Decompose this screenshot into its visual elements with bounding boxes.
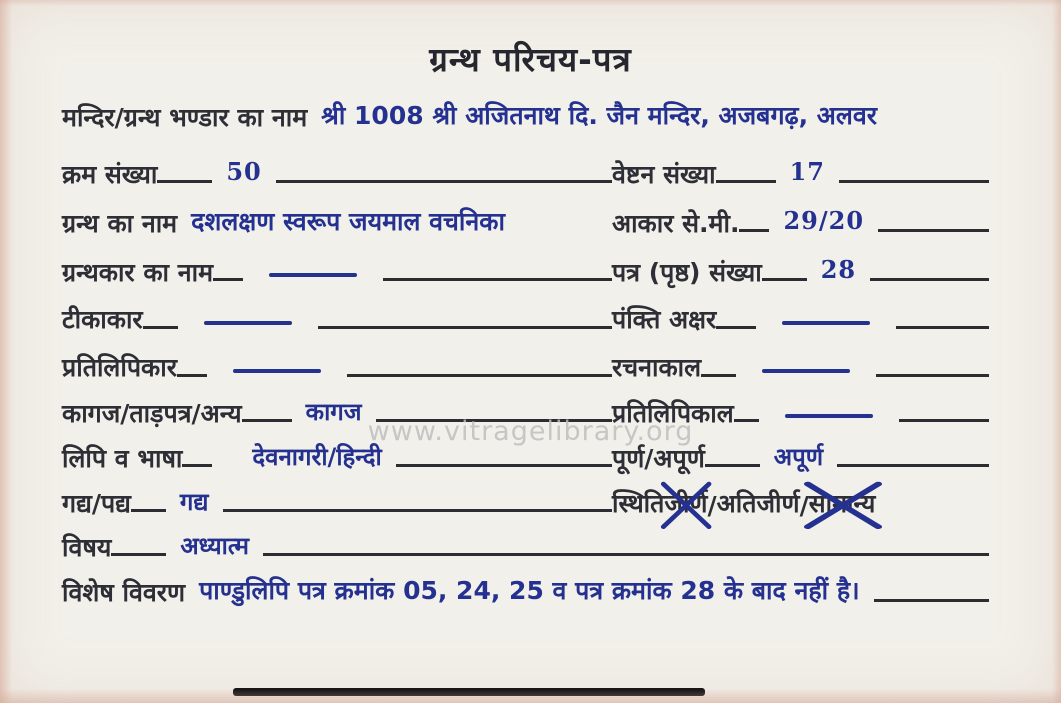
option-separator: / [707, 491, 717, 521]
rule-line [263, 553, 989, 556]
sthiti-option-jirn [664, 488, 707, 521]
field-label: लिपि व भाषा [62, 443, 183, 473]
form-row [62, 575, 989, 610]
field-aakar [612, 205, 989, 240]
rule-line [157, 180, 212, 183]
field-pratilipikar [62, 352, 612, 385]
field-patra-sankhya [612, 254, 989, 289]
rule-line [896, 326, 989, 329]
field-vishay [62, 531, 989, 564]
field-label: मन्दिर/ग्रन्थ भण्डार का नाम [62, 103, 308, 132]
rule-line [396, 464, 612, 467]
form-row [62, 487, 989, 520]
blank-pen-dash [233, 369, 321, 373]
rule-line [705, 464, 760, 467]
field-label: प्रतिलिपिकार [62, 353, 177, 382]
rule-line [837, 464, 989, 467]
field-value: अध्यात्म [180, 532, 249, 560]
rule-line [177, 374, 207, 377]
scan-edge-top [0, 0, 1061, 6]
scan-artifact-bar [233, 688, 705, 696]
rule-line [213, 278, 243, 281]
form-row [62, 156, 989, 191]
field-value: श्री 1008 श्री अजितनाथ दि. जैन मन्दिर, अजबगढ़, अलवर [321, 101, 877, 130]
blank-pen-dash [782, 321, 870, 325]
field-label: प्रतिलिपिकाल [612, 398, 734, 428]
blank-pen-dash [204, 321, 292, 325]
field-value: 28 [820, 255, 857, 284]
field-sthiti [612, 488, 989, 521]
rule-line [870, 278, 989, 281]
field-value: दशलक्षण स्वरूप जयमाल वचनिका [191, 206, 505, 236]
field-value: 17 [789, 157, 825, 186]
rule-line [874, 599, 989, 602]
rule-line [701, 374, 736, 377]
form-row [62, 205, 989, 240]
field-value: पाण्डुलिपि पत्र क्रमांक 05, 24, 25 व पत्र क्रमांक 28 के बाद नहीं है। [199, 576, 860, 605]
field-value: देवनागरी/हिन्दी [252, 443, 382, 471]
rule-line [839, 180, 989, 183]
rule-line [716, 326, 756, 329]
field-label: ग्रन्थ का नाम [62, 208, 178, 238]
field-label: क्रम संख्या [62, 159, 158, 189]
rule-line [739, 229, 769, 232]
field-value: अपूर्ण [773, 443, 824, 471]
page-title: ग्रन्थ परिचय-पत्र [429, 40, 632, 79]
field-vishesh-vivran [62, 575, 989, 610]
rule-line [182, 464, 212, 467]
watermark-text: www.vitragelibrary.org [367, 416, 694, 447]
field-granth-naam [62, 206, 612, 241]
field-tikakar [62, 304, 612, 337]
rule-line [899, 419, 989, 422]
field-label: पंक्ति अक्षर [612, 305, 717, 334]
form-row [62, 254, 989, 289]
field-value: 29/20 [783, 206, 865, 235]
field-label: विशेष विवरण [62, 578, 186, 607]
scan-edge-right [1052, 0, 1061, 703]
rule-line [242, 419, 292, 422]
rule-line [762, 278, 807, 281]
field-gadya-padya [62, 487, 612, 520]
sthiti-option-atijirn: अतिजीर्ण [716, 488, 800, 518]
rule-line [143, 326, 178, 329]
rule-line [734, 419, 759, 422]
rule-line [716, 180, 776, 183]
rule-line [111, 553, 166, 556]
field-label: वेष्टन संख्या [612, 159, 716, 189]
field-value: गद्य [179, 488, 209, 516]
field-value: 50 [226, 157, 262, 186]
field-label: ग्रन्थकार का नाम [62, 257, 214, 287]
field-label: पत्र (पृष्ठ) संख्या [612, 257, 762, 287]
field-kram-sankhya [62, 156, 612, 191]
blank-pen-dash [269, 273, 357, 277]
field-label: स्थिति [612, 488, 665, 518]
field-label: गद्य/पद्य [62, 488, 131, 518]
field-label: आकार से.मी. [612, 208, 740, 238]
scan-edge-left [0, 0, 12, 703]
field-label: कागज/ताड़पत्र/अन्य [62, 398, 242, 428]
blank-pen-dash [762, 369, 850, 373]
form-row [62, 100, 989, 135]
rule-line [276, 180, 612, 183]
form-row [62, 352, 989, 385]
option-label: जीर्ण [664, 488, 708, 518]
option-separator: / [799, 491, 809, 521]
field-label: पूर्ण/अपूर्ण [612, 443, 705, 473]
field-value: कागज [305, 398, 362, 426]
rule-line [876, 374, 989, 377]
field-granthkar [62, 257, 612, 290]
form-row [62, 531, 989, 564]
field-label: टीकाकार [62, 305, 143, 334]
rule-line [223, 509, 612, 512]
rule-line [878, 229, 989, 232]
sthiti-option-samanya [809, 488, 876, 521]
field-bhandar-naam [62, 100, 891, 135]
blank-pen-dash [785, 414, 873, 418]
field-veshtan-sankhya [612, 156, 989, 191]
form-row [62, 304, 989, 337]
rule-line [347, 374, 612, 377]
field-label: विषय [62, 532, 112, 562]
field-label: रचनाकाल [612, 353, 702, 382]
field-pankti-akshar [612, 304, 989, 337]
option-label: सामान्य [808, 488, 876, 518]
rule-line [383, 278, 612, 281]
rule-line [318, 326, 612, 329]
rule-line [131, 509, 166, 512]
field-rachnakal [612, 352, 989, 385]
